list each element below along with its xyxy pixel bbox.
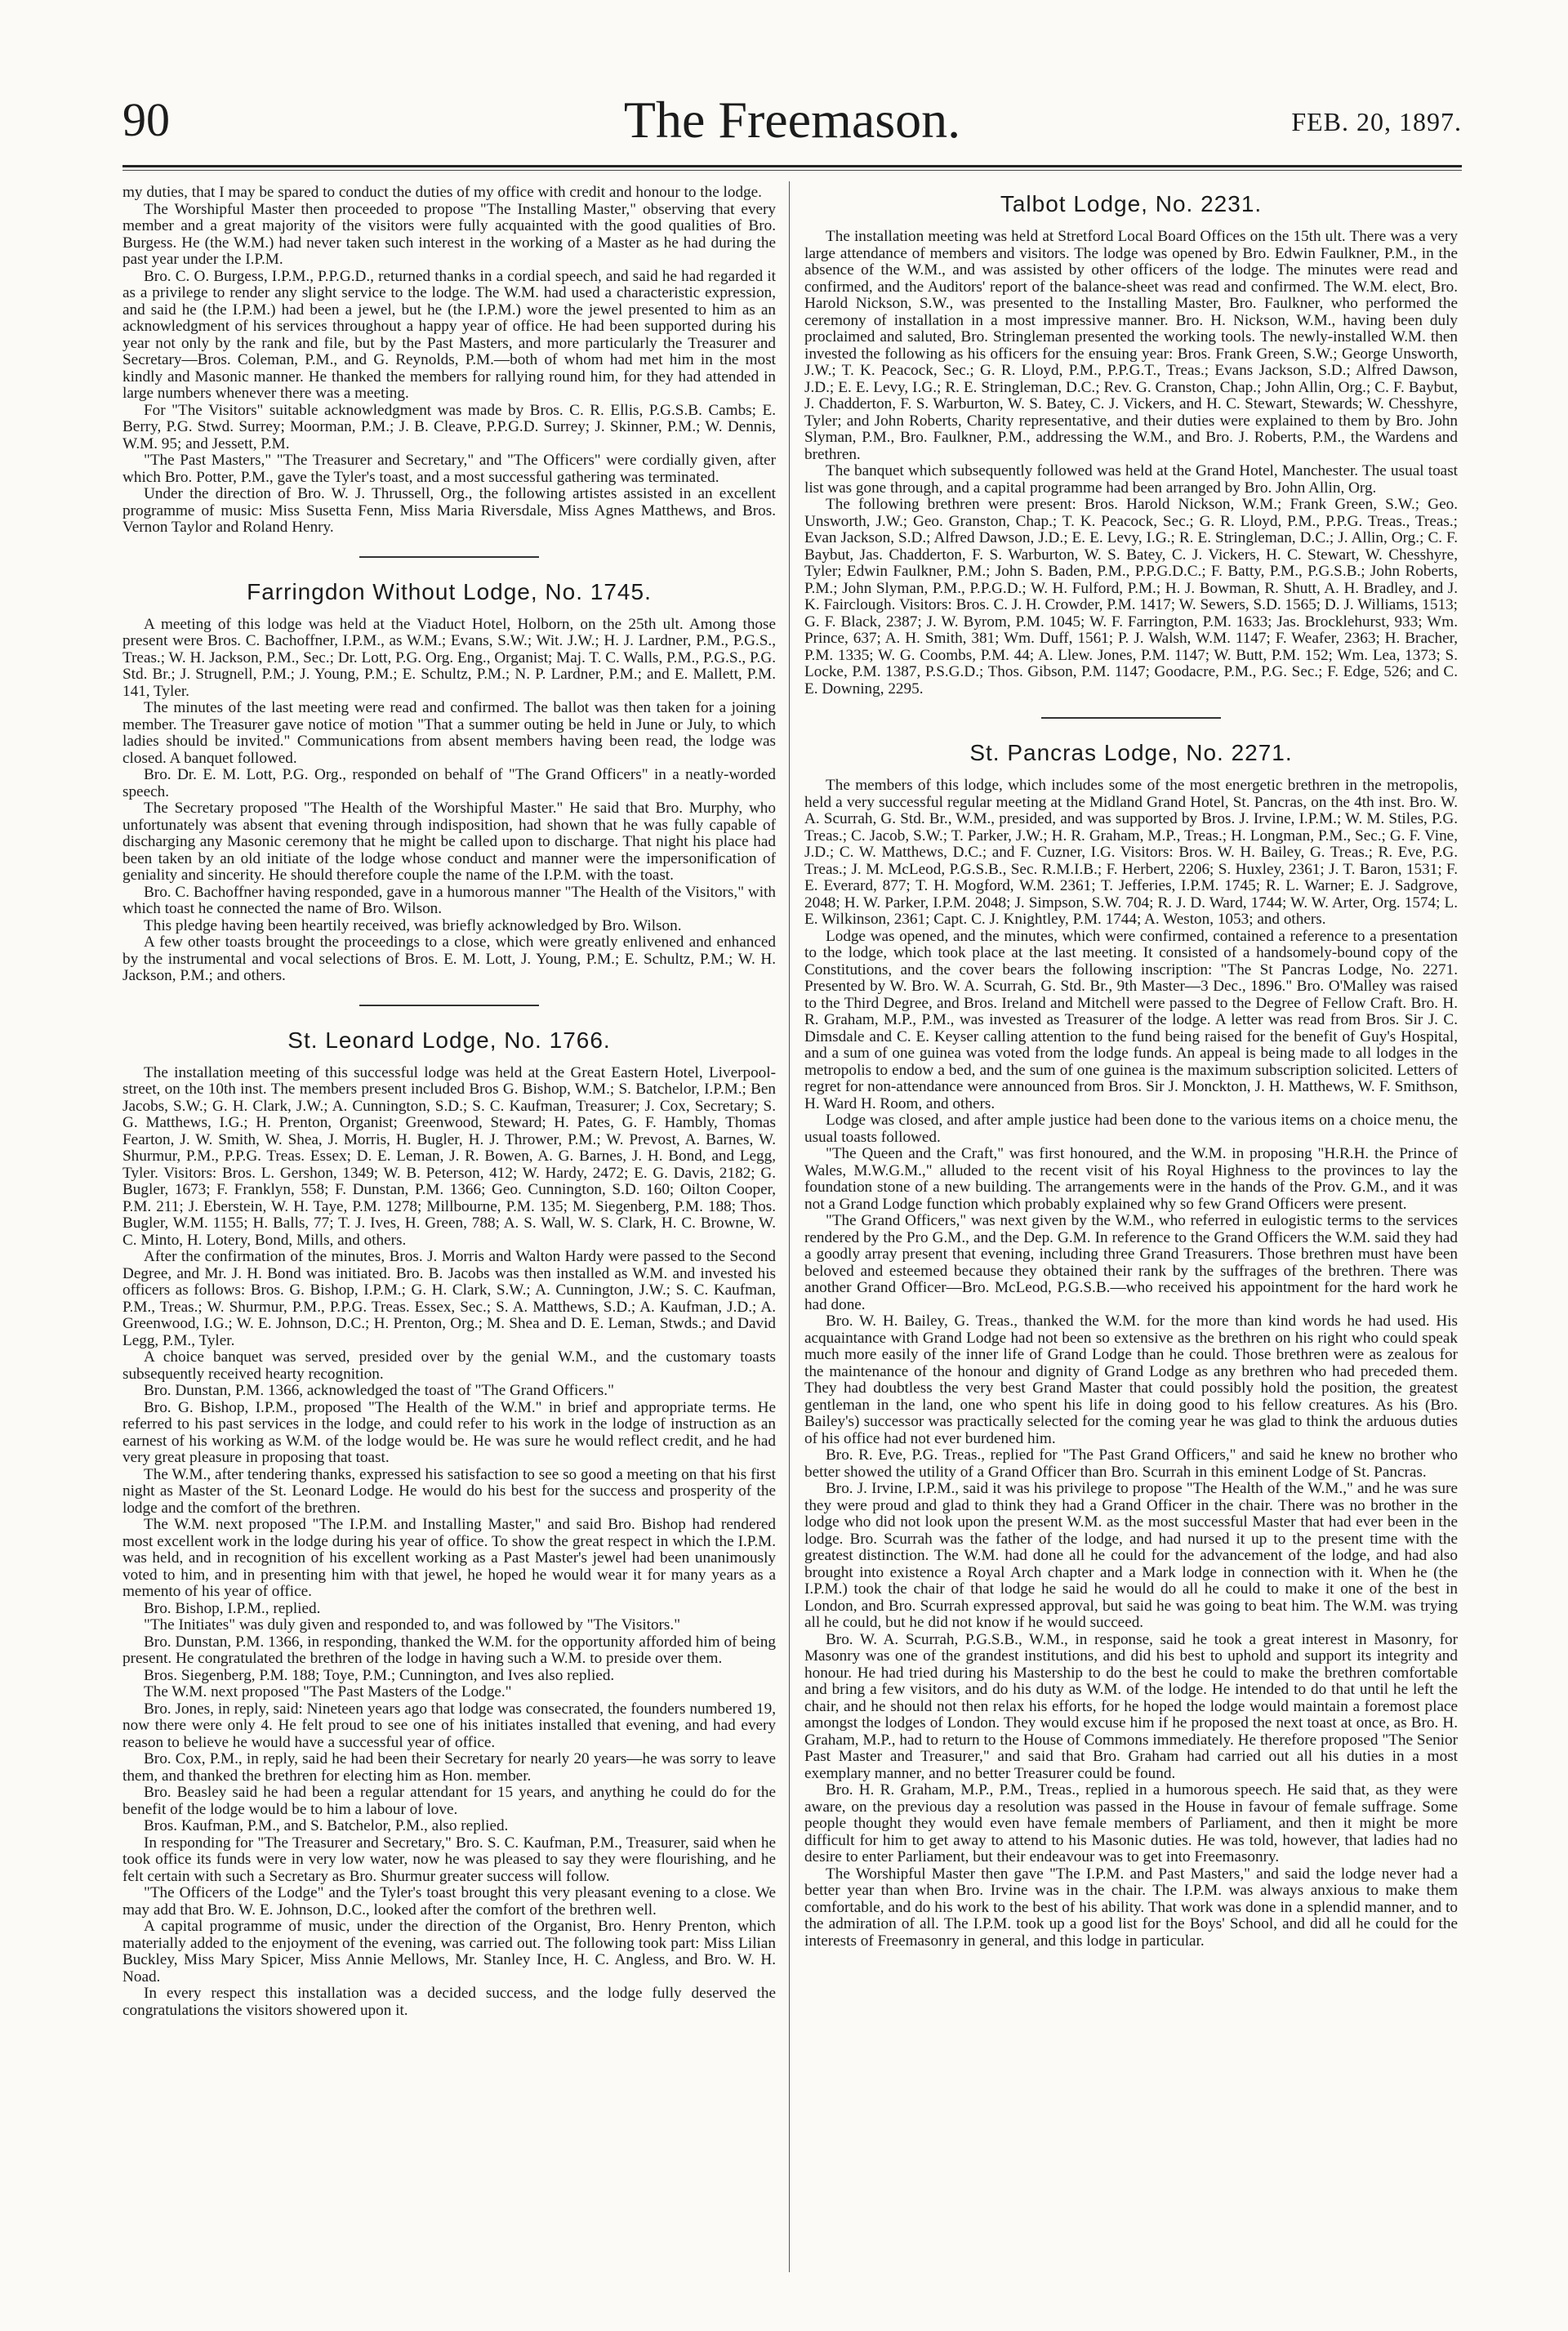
article-paragraph: Bros. Siegenberg, P.M. 188; Toye, P.M.; Cunnington, and Ives also replied. bbox=[144, 1666, 615, 1684]
page-number: 90 bbox=[122, 93, 170, 146]
article-heading: Talbot Lodge, No. 2231. bbox=[1000, 191, 1263, 216]
article-paragraph: The W.M., after tendering thanks, expressed his satisfaction to see so good a meeting on that his first night as Master of the St. Leonard Lodge. He would do his best for the success and prosperity of the lodge and the comfort of the brethren. bbox=[122, 1465, 776, 1517]
article-paragraph: The W.M. next proposed "The Past Masters of the Lodge." bbox=[144, 1683, 512, 1700]
article-paragraph: A choice banquet was served, presided over by the genial W.M., and the customary toasts subsequently received hearty recognition. bbox=[122, 1348, 776, 1383]
masthead-rule-thin bbox=[122, 170, 1462, 171]
article-paragraph: For "The Visitors" suitable acknowledgment was made by Bros. C. R. Ellis, P.G.S.B. Cambs; E. Berry, P.G. Stwd. Surrey; Moorman, P.M.; J. B. Cleave, P.P.G.D. Surrey; J. Skinner, P.M.; W. Dennis, W.M. 95; and Jessett, P.M. bbox=[122, 401, 776, 452]
column-divider bbox=[789, 181, 790, 2272]
talbot-article bbox=[804, 191, 1458, 698]
article-heading: St. Leonard Lodge, No. 1766. bbox=[287, 1027, 611, 1053]
article-paragraph: Bro. Dunstan, P.M. 1366, acknowledged the toast of "The Grand Officers." bbox=[144, 1382, 614, 1399]
article-paragraph: A meeting of this lodge was held at the Viaduct Hotel, Holborn, on the 25th ult. Among those present were Bros. C. Bachoffner, I.P.M., as W.M.; Evans, S.W.; Wit. J.W.; H. J. Lardner, P.M., P.G.S., Treas.; W. H. Jackson, P.M., Sec.; Dr. Lott, P.G. Org. Eng., Organist; Maj. T. C. Walls, P.M., P.G.S., P.G. Std. Br.; J. Strugnell, P.M.; J. Young, P.M.; E. Schultz, P.M.; N. P. Lardner, P.M.; and E. Mallett, P.M. 141, Tyler. bbox=[122, 615, 776, 700]
article-paragraph: In responding for "The Treasurer and Secretary," Bro. S. C. Kaufman, P.M., Treasurer, said when he took office its funds were in very low water, now he was pleased to say they were flourishing, and he felt certain with such a Secretary as Bro. Shurmur greater success will follow. bbox=[122, 1834, 776, 1885]
continued-article bbox=[122, 185, 776, 537]
newspaper-title: The Freemason. bbox=[623, 91, 961, 149]
article-paragraph: The Secretary proposed "The Health of the Worshipful Master." He said that Bro. Murphy, who unfortunately was absent that evening through indisposition, had shown that he was fully capable of discharging any Masonic ceremony that he might be called upon to discharge. That night his place had been taken by an old initiate of the lodge whose conduct and manner were the impersonification of geniality and sincerity. He should therefore couple the name of the I.P.M. with the toast. bbox=[122, 800, 776, 884]
article-paragraph: The members of this lodge, which includes some of the most energetic brethren in the metropolis, held a very successful regular meeting at the Midland Grand Hotel, St. Pancras, on the 4th inst. Bro. W. A. Scurrah, G. Std. Br., W.M., presided, and was supported by Bros. J. Irvine, I.P.M.; W. M. Stiles, P.G. Treas.; C. Jacob, S.W.; T. Parker, J.W.; H. R. Graham, M.P., Treas.; H. Longman, P.M., Sec.; G. F. Vine, J.D.; C. W. Matthews, D.C.; and F. Cuzner, I.G. Visitors: Bros. W. H. Bailey, G. Treas.; R. Eve, P.G. Treas.; J. M. McLeod, P.G.S.B., Sec. R.M.I.B.; F. Herbert, 2206; S. Huxley, 2361; J. T. Baron, 1531; F. E. Everard, 877; T. H. Mogford, W.M. 2361; T. Jefferies, I.P.M. 1745; R. L. Warner; E. J. Sadgrove, 2048; H. W. Parker, I.P.M. 2048; J. Simpson, S.W. 704; R. J. D. Ward, 1744; W. W. Arter, Org. 1574; L. E. Wilkinson, 2361; Capt. C. J. Knightley, P.M. 1744; A. Weston, 1053; and others. bbox=[804, 777, 1458, 928]
article-paragraph: "The Past Masters," "The Treasurer and Secretary," and "The Officers" were cordially given, after which Bro. Potter, P.M., gave the Tyler's toast, and a most successful gathering was terminated. bbox=[122, 452, 776, 486]
article-paragraph: Lodge was closed, and after ample justice had been done to the various items on a choice menu, the usual toasts followed. bbox=[804, 1112, 1458, 1146]
article-paragraph: "The Officers of the Lodge" and the Tyler's toast brought this very pleasant evening to a close. We may add that Bro. W. E. Johnson, D.C., looked after the comfort of the brethren well. bbox=[122, 1884, 776, 1919]
article-paragraph: Lodge was opened, and the minutes, which were confirmed, contained a reference to a presentation to the lodge, which took place at the last meeting. It consisted of a handsomely-bound copy of the Constitutions, and the cover bears the following inscription: "The St Pancras Lodge, No. 2271. Presented by W. Bro. W. A. Scurrah, G. Std. Br., 9th Master—3 Dec., 1896." Bro. O'Malley was raised to the Third Degree, and Bros. Ireland and Mitchell were passed to the Degree of Fellow Craft. Bro. H. R. Graham, M.P., P.M., was invested as Treasurer of the lodge. A letter was read from Bros. Sir J. C. Dimsdale and C. E. Keyser calling attention to the fund being raised for the benefit of Guy's Hospital, and a sum of one guinea was voted from the lodge funds. An appeal is being made to all lodges in the metropolis to endow a bed, and the sum of one guinea is the maximum subscription solicited. Letters of regret for non-attendance were announced from Bros. Sir J. Monckton, J. H. Matthews, W. F. Smithson, H. Ward H. Room, and others. bbox=[804, 927, 1458, 1112]
article-heading: Farringdon Without Lodge, No. 1745. bbox=[247, 578, 652, 604]
article-paragraph: A capital programme of music, under the direction of the Organist, Bro. Henry Prenton, which materially added to the enjoyment of the evening, was carried out. The following took part: Miss Lilian Buckley, Miss Mary Spicer, Miss Annie Mellows, Mr. Stanley Ince, H. C. Angless, and Bro. W. H. Noad. bbox=[122, 1918, 776, 1986]
article-paragraph: Bro. W. H. Bailey, G. Treas., thanked the W.M. for the more than kind words he had used. His acquaintance with Grand Lodge had not been so extensive as the brethren on his right who could speak much more easily of the inner life of Grand Lodge than he could. Those brethren were as zealous for the maintenance of the honour and dignity of Grand Lodge as any brethren who had preceded them. They had doubtless the very best Grand Master that could possibly hold the position, the greatest gentleman in the land, one who spent his life in doing good to his fellow creatures. As his (Bro. Bailey's) successor was practically selected for the coming year he was glad to think the arduous duties of his office had not ever burdened him. bbox=[804, 1313, 1458, 1447]
article-paragraph: Bro. J. Irvine, I.P.M., said it was his privilege to propose "The Health of the W.M.," and he was sure they were proud and glad to think they had a Grand Officer in the chair. There was no brother in the lodge who did not look upon the present W.M. as the most successful Master that had ever been in the lodge. Bro. Scurrah was the father of the lodge, and had nursed it up to the present time with the greatest distinction. The W.M. had done all he could for the advancement of the lodge, and had also brought into existence a Royal Arch chapter and a Mark lodge in connection with it. When he (the I.P.M.) took the chair of that lodge he said he would do all he could to make it one of the best in London, and Bro. Scurrah expressed approval, but said he was going to beat him. The W.M. was trying all he could, but he did not know if he would succeed. bbox=[804, 1480, 1458, 1631]
article-paragraph: Bro. Bishop, I.P.M., replied. bbox=[144, 1599, 321, 1617]
article-paragraph: The installation meeting was held at Stretford Local Board Offices on the 15th ult. There was a very large attendance of members and visitors. The lodge was opened by Bro. Edwin Faulkner, P.M., in the absence of the W.M., and was assisted by other officers of the lodge. The minutes were read and confirmed, and the Auditors' report of the balance-sheet was read and confirmed. The W.M. elect, Bro. Harold Nickson, S.W., was presented to the Installing Master, Bro. Faulkner, who performed the ceremony of installation in a most impressive manner. Bro. H. Nickson, W.M., having been duly proclaimed and saluted, Bro. Stringleman presented the working tools. The newly-installed W.M. then invested the following as his officers for the ensuing year: Bros. Frank Green, S.W.; George Unsworth, J.W.; T. K. Peacock, Sec.; G. R. Lloyd, P.M., P.P.G.T., Treas.; Evans Jackson, S.D.; Alfred Dawson, J.D.; E. E. Levy, I.G.; R. E. Stringleman, D.C.; Rev. G. Cranston, Chap.; John Allin, Org.; C. F. Baybut, J. Chadderton, F. S. Warburton, W. S. Batey, C. J. Vickers, and H. C. Stewart, Stewards; W. Chesshyre, Tyler; and John Roberts, Charity representative, and their duties were explained to them by Bro. John Slyman, P.M., Bro. Faulkner, P.M., addressing the W.M., and Bro. J. Roberts, P.M., the Wardens and brethren. bbox=[804, 228, 1458, 463]
farringdon-article bbox=[122, 579, 776, 985]
section-rule bbox=[1041, 717, 1221, 719]
article-heading: St. Pancras Lodge, No. 2271. bbox=[969, 740, 1293, 765]
article-paragraph: Bro. C. Bachoffner having responded, gave in a humorous manner "The Health of the Visitors," with which toast he connected the name of Bro. Wilson. bbox=[122, 883, 776, 917]
article-paragraph: After the confirmation of the minutes, Bros. J. Morris and Walton Hardy were passed to the Second Degree, and Mr. J. H. Bond was initiated. Bro. B. Jacobs was then installed as W.M. and invested his officers as follows: Bros. G. Bishop, I.P.M.; G. H. Clark, S.W.; A. Cunnington, J.W.; S. C. Kaufman, P.M., Treas.; W. Shurmur, P.M., P.P.G. Treas. Essex, Sec.; S. A. Matthews, S.D.; A. Kaufman, J.D.; A. Greenwood, I.G.; W. E. Johnson, D.C.; H. Prenton, Org.; M. Shea and D. E. Leman, Stwds.; and David Legg, P.M., Tyler. bbox=[122, 1248, 776, 1349]
section-rule bbox=[359, 556, 539, 558]
article-paragraph: The Worshipful Master then proceeded to propose "The Installing Master," observing that every member and a great majority of the visitors were fully acquainted with the good qualities of Bro. Burgess. He (the W.M.) had never taken such interest in the working of a Master as he had during the past year under the I.P.M. bbox=[122, 200, 776, 268]
article-paragraph: Under the direction of Bro. W. J. Thrussell, Org., the following artistes assisted in an excellent programme of music: Miss Susetta Fenn, Miss Maria Riversdale, Miss Agnes Matthews, and Bros. Vernon Taylor and Roland Henry. bbox=[122, 485, 776, 536]
st-pancras-article bbox=[804, 740, 1458, 1950]
masthead-rule bbox=[122, 165, 1462, 167]
article-paragraph: Bro. R. Eve, P.G. Treas., replied for "The Past Grand Officers," and said he knew no brother who better showed the utility of a Grand Officer than Bro. Scurrah in this eminent Lodge of St. Pancras. bbox=[804, 1446, 1458, 1481]
article-paragraph: The banquet which subsequently followed was held at the Grand Hotel, Manchester. The usual toast list was gone through, and a capital programme had been arranged by Bro. John Allin, Org. bbox=[804, 462, 1458, 497]
article-paragraph: Bro. Dr. E. M. Lott, P.G. Org., responded on behalf of "The Grand Officers" in a neatly-worded speech. bbox=[122, 766, 776, 800]
article-paragraph: The installation meeting of this successful lodge was held at the Great Eastern Hotel, Liverpool-street, on the 10th inst. The members present included Bros G. Bishop, W.M.; S. Batchelor, I.P.M.; Ben Jacobs, S.W.; G. H. Clark, J.W.; A. Cunnington, S.D.; S. C. Kaufman, Treasurer; J. Cox, Secretary; S. G. Matthews, I.G.; H. Prenton, Organist; Greenwood, Steward; H. Pates, G. F. Hambly, Thomas Fearton, J. W. Smith, W. Shea, J. Morris, H. Bugler, H. J. Thrower, P.M.; W. Prevost, A. Barnes, W. Shurmur, P.M., P.P.G. Treas. Essex; D. E. Leman, J. R. Bowen, A. G. Barnes, J. H. Bond, and Legg, Tyler. Visitors: Bros. L. Gershon, 1349; W. B. Peterson, 412; W. Hardy, 2472; E. G. Davis, 2182; G. Bugler, 1673; F. Franklyn, 558; F. Dunstan, P.M. 1366; Geo. Cunnington, S.D. 160; Oilton Cooper, P.M. 211; J. Eberstein, W. H. Taye, P.M. 1278; Millbourne, P.M. 135; M. Siegenberg, P.M. 188; Thos. Bugler, W.M. 1155; H. Balls, 77; T. J. Ives, H. Green, 788; A. S. Wall, W. S. Clark, H. C. Browne, W. C. Minto, H. Lotery, Bond, Mills, and others. bbox=[122, 1063, 776, 1249]
article-paragraph: Bro. W. A. Scurrah, P.G.S.B., W.M., in response, said he took a great interest in Masonry, for Masonry was one of the grandest institutions, and did his best to uphold and support its integrity and honour. He had tried during his Mastership to do the best he could to make the brethren comfortable and bring a few visitors, and do his duty as W.M. of the lodge. He intended to do that until he left the chair, and he should not then relax his efforts, for he hoped the lodge would maintain a foremost place amongst the lodges of London. They would excuse him if he proposed the next toast at once, as Bro. H. Graham, M.P., had to return to the House of Commons immediately. He therefore proposed "The Senior Past Master and Treasurer," and said that Bro. Graham had carried out all his duties in a most exemplary manner, and no better Treasurer could be found. bbox=[804, 1630, 1458, 1782]
article-paragraph: A few other toasts brought the proceedings to a close, which were greatly enlivened and enhanced by the instrumental and vocal selections of Bros. E. M. Lott, J. Young, P.M.; E. Schultz, P.M.; W. H. Jackson, P.M.; and others. bbox=[122, 934, 776, 984]
article-paragraph: The following brethren were present: Bros. Harold Nickson, W.M.; Frank Green, S.W.; Geo. Unsworth, J.W.; Geo. Granston, Chap.; T. K. Peacock, Sec.; G. R. Lloyd, P.M., P.P.G. Treas., Treas.; Evan Jackson, S.D.; Alfred Dawson, J.D.; E. E. Levy, I.G.; R. E. Stringleman, D.C.; J. Allin, Org.; C. F. Baybut, Jas. Chadderton, F. S. Warburton, W. S. Batey, C. J. Vickers, H. C. Stewart, W. Chesshyre, Tyler; Edwin Faulkner, P.M.; John S. Baden, P.M., P.P.G.D.C.; F. Batty, P.M., P.G.S.B.; John Roberts, P.M.; John Slyman, P.M., P.P.G.D.; W. H. Fulford, P.M.; H. J. Bowman, R. Shutt, A. H. Bradley, and J. K. Fairclough. Visitors: Bros. C. J. H. Crowder, P.M. 1417; W. Sewers, S.D. 1565; D. J. Williams, 1513; G. F. Black, 2387; J. W. Byrom, P.M. 1045; W. F. Farrington, P.M. 1633; Jas. Brocklehurst, 933; Wm. Prince, 637; A. H. Smith, 381; Wm. Duff, 1561; P. J. Walsh, W.M. 1147; F. Weafer, 2363; H. Bracher, P.M. 1335; W. G. Coombs, P.M. 44; A. Llew. Jones, P.M. 1147; W. Butt, P.M. 152; Wm. Lea, 1373; S. Locke, P.M. 1387, P.S.G.D.; Thos. Gibson, P.M. 1147; Goodacre, P.M., P.G. Sec.; F. Edge, 526; and C. E. Downing, 2295. bbox=[804, 496, 1458, 698]
article-paragraph: The minutes of the last meeting were read and confirmed. The ballot was then taken for a joining member. The Treasurer gave notice of motion "That a summer outing be held in June or July, to which ladies should be invited." Communications from absent members having been read, the lodge was closed. A banquet followed. bbox=[122, 699, 776, 767]
left-column bbox=[122, 185, 776, 2275]
article-paragraph: Bro. C. O. Burgess, I.P.M., P.P.G.D., returned thanks in a cordial speech, and said he had regarded it as a privilege to render any slight service to the lodge. The W.M. had used a characteristic expression, and said he (the I.P.M.) had been a jewel, but he (the I.P.M.) wore the jewel presented to him as an acknowledgment of his services throughout a happy year of office. He had been supported during his year not only by the rank and file, but by the Past Masters, and more particularly the Treasurer and Secretary—Bros. Coleman, P.M., and G. Reynolds, P.M.—both of whom had met him in the most kindly and Masonic manner. He thanked the members for rallying round him, for they had attended in large numbers whenever there was a meeting. bbox=[122, 267, 776, 402]
article-paragraph: Bro. Beasley said he had been a regular attendant for 15 years, and anything he could do for the benefit of the lodge would be to him a labour of love. bbox=[122, 1784, 776, 1818]
article-paragraph: The Worshipful Master then gave "The I.P.M. and Past Masters," and said the lodge never had a better year than when Bro. Irvine was in the chair. The I.P.M. was always anxious to make them comfortable, and do his work to the best of his ability. That work was done in a splendid manner, and to the admiration of all. The I.P.M. took up a good list for the Boys' School, and did all he could for the interests of Freemasonry in general, and this lodge in particular. bbox=[804, 1865, 1458, 1950]
section-rule bbox=[359, 1005, 539, 1006]
article-paragraph: Bro. H. R. Graham, M.P., P.M., Treas., replied in a humorous speech. He said that, as they were aware, on the previous day a resolution was passed in the House in favour of female suffrage. Some people thought they would even have female members of Parliament, and then it might be more difficult for him to get away to attend to his Masonic duties. He was told, however, that ladies had no desire to enter Parliament, but their endeavour was to get into Freemasonry. bbox=[804, 1781, 1458, 1865]
article-paragraph: Bro. G. Bishop, I.P.M., proposed "The Health of the W.M." in brief and appropriate terms. He referred to his past services in the lodge, and could refer to his work in the lodge of instruction as an earnest of his working as W.M. of the lodge would be. He was sure he would reflect credit, and he had very great pleasure in proposing that toast. bbox=[122, 1398, 776, 1466]
article-paragraph: Bros. Kaufman, P.M., and S. Batchelor, P.M., also replied. bbox=[144, 1817, 509, 1834]
article-paragraph: my duties, that I may be spared to conduct the duties of my office with credit and honour to the lodge. bbox=[122, 185, 762, 201]
article-paragraph: Bro. Dunstan, P.M. 1366, in responding, thanked the W.M. for the opportunity afforded him of being present. He congratulated the brethren of the lodge in having such a W.M. to preside over them. bbox=[122, 1633, 776, 1667]
masthead bbox=[122, 90, 1462, 150]
article-paragraph: "The Queen and the Craft," was first honoured, and the W.M. in proposing "H.R.H. the Prince of Wales, M.W.G.M.," alluded to the recent visit of his Royal Highness to the provinces to lay the foundation stone of a new building. The arrangements were in the hands of the Prov. G.M., and it was not a Grand Lodge function which probably explained why so few Grand Officers were present. bbox=[804, 1145, 1458, 1213]
article-paragraph: This pledge having been heartily received, was briefly acknowledged by Bro. Wilson. bbox=[144, 916, 682, 934]
article-paragraph: In every respect this installation was a decided success, and the lodge fully deserved the congratulations the visitors showered upon it. bbox=[122, 1985, 776, 2019]
right-column bbox=[804, 185, 1458, 2275]
article-paragraph: "The Initiates" was duly given and responded to, and was followed by "The Visitors." bbox=[144, 1616, 681, 1633]
article-paragraph: Bro. Jones, in reply, said: Nineteen years ago that lodge was consecrated, the founders numbered 19, now there were only 4. He felt proud to see one of his initiates installed that evening, and had every reason to believe he would have a successful year of office. bbox=[122, 1700, 776, 1751]
article-paragraph: Bro. Cox, P.M., in reply, said he had been their Secretary for nearly 20 years—he was sorry to leave them, and thanked the brethren for electing him as Hon. member. bbox=[122, 1750, 776, 1785]
issue-date: FEB. 20, 1897. bbox=[1291, 107, 1462, 136]
article-paragraph: "The Grand Officers," was next given by the W.M., who referred in eulogistic terms to the services rendered by the Pro G.M., and the Dep. G.M. In reference to the Grand Officers the W.M. said they had a goodly array present that evening, including three Grand Treasurers. Those brethren must have been beloved and esteemed because they obtained their rank by the suffrages of the brethren. There was another Grand Officer—Bro. McLeod, P.G.S.B.—who received his appointment for the hard work he had done. bbox=[804, 1212, 1458, 1313]
st-leonard-article bbox=[122, 1027, 776, 2020]
article-paragraph: The W.M. next proposed "The I.P.M. and Installing Master," and said Bro. Bishop had rendered most excellent work in the lodge during his year of office. To show the great respect in which the I.P.M. was held, and in recognition of his excellent working as a Past Master's jewel had been unanimously voted to him, and in presenting him with that jewel, he hoped he would wear it for many years as a memento of his year of office. bbox=[122, 1516, 776, 1600]
